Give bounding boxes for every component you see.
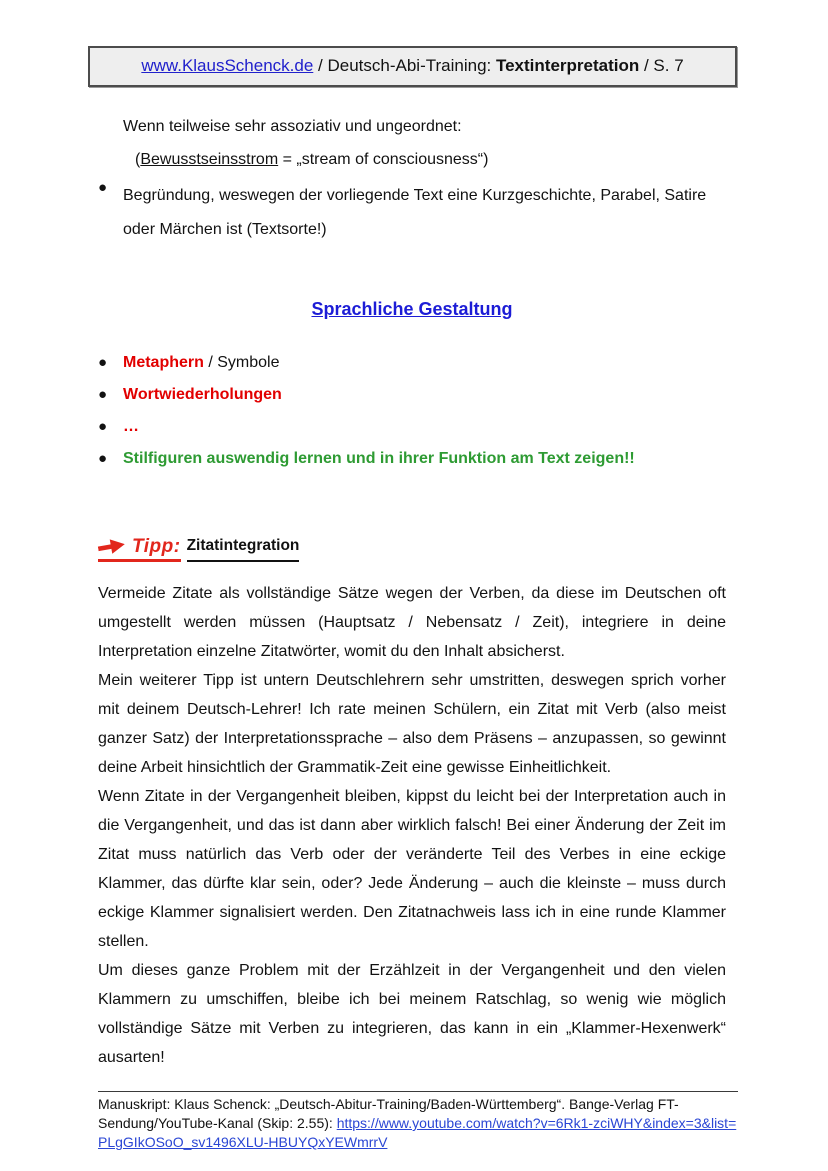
header-page-number: / S. 7	[639, 56, 684, 75]
tip-label: Tipp:	[132, 536, 181, 557]
body-paragraph: Wenn Zitate in der Vergangenheit bleiben, kippst du leicht bei der Interpretation auch in die Vergangenheit, und das ist dann aber wirklich falsch! Bei einer Änderung der Zeit im Zitat muss natürlich das Verb oder der veränderte Teil des Verbes in eine eckige Klammer, das dürfte klar sein, oder? Jede Änderung – auch die kleinste – muss durch eckige Klammer signalisiert werden. Den Zitatnachweis lass ich in eine runde Klammer stellen.	[98, 788, 726, 950]
tip-label-group	[98, 537, 181, 562]
list-item	[98, 411, 726, 443]
list-item	[98, 379, 726, 411]
page-header	[88, 46, 737, 87]
emphasis-red: …	[123, 418, 139, 435]
website-link[interactable]: www.KlausSchenck.de	[141, 56, 314, 75]
intro-line-parenthetical	[135, 143, 726, 176]
list-item-text	[123, 347, 280, 379]
bullet-icon: ●	[98, 450, 108, 467]
footer-citation: Manuskript: Klaus Schenck: „Deutsch-Abitur-Training/Baden-Württemberg“. Bange-Verlag FT-Sendung/YouTube-Kanal (Skip: 2.55):	[98, 1096, 679, 1131]
footer-divider	[98, 1091, 738, 1092]
body-paragraph: Mein weiterer Tipp ist untern Deutschlehrern sehr umstritten, deswegen sprich vorher mit deinem Deutsch-Lehrer! Ich rate meinen Schülern, ein Zitat mit Verb (also meist ganzer Satz) der Interpretationssprache – also dem Präsens – anzupassen, so gewinnt deine Arbeit hinsichtlich der Grammatik-Zeit eine gewisse Einheitlichkeit.	[98, 672, 726, 776]
underlined-term: Bewusstseinsstrom	[140, 151, 279, 168]
list-item-text: Begründung, weswegen der vorliegende Text eine Kurzgeschichte, Parabel, Satire oder Märchen ist (Textsorte!)	[123, 187, 707, 238]
intro-line: Wenn teilweise sehr assoziativ und ungeordnet:	[123, 118, 462, 135]
emphasis-green: Stilfiguren auswendig lernen und in ihrer Funktion am Text zeigen!!	[123, 450, 635, 467]
paragraph-block	[98, 579, 726, 1072]
emphasis-red: Metaphern	[123, 354, 204, 371]
footer-text	[98, 1095, 742, 1152]
intro-section	[98, 110, 726, 247]
youtube-link[interactable]: https://www.youtube.com/watch?v=6Rk1-zciWHY&index=3&list=PLgGIkOSoO_sv1496XLU-HBUYQxYEWmrrV	[98, 1115, 737, 1150]
tip-heading	[98, 537, 726, 562]
list-item	[98, 179, 726, 247]
header-title: Textinterpretation	[495, 56, 640, 75]
page-footer	[98, 1091, 737, 1152]
bullet-icon: ●	[98, 386, 108, 403]
header-separator: / Deutsch-Abi-Training:	[313, 56, 496, 75]
paren-rest: = „stream of consciousness“)	[278, 151, 489, 168]
bullet-icon: ●	[98, 354, 108, 371]
list-item	[98, 443, 726, 475]
paren-open: (	[135, 151, 141, 168]
body-paragraph: Vermeide Zitate als vollständige Sätze wegen der Verben, da diese im Deutschen oft umgestellt werden müssen (Hauptsatz / Nebensatz / Zeit), integriere in deine Interpretation einzelne Zitatwörter, womit du den Inhalt absicherst.	[98, 585, 726, 660]
section-heading: Sprachliche Gestaltung	[311, 299, 513, 319]
arrow-right-icon	[97, 535, 127, 558]
emphasis-red: Wortwiederholungen	[123, 386, 282, 403]
tip-title: Zitatintegration	[187, 538, 300, 563]
bullet-icon: ●	[98, 179, 108, 196]
list-item-text-rest: / Symbole	[203, 354, 280, 371]
bullet-icon: ●	[98, 418, 108, 435]
style-list	[98, 347, 726, 475]
document-body	[98, 110, 737, 1152]
list-item	[98, 347, 726, 379]
body-paragraph: Um dieses ganze Problem mit der Erzählzeit in der Vergangenheit und den vielen Klammern zu umschiffen, bleibe ich bei meinem Ratschlag, so wenig wie möglich vollständige Sätze mit Verben zu integrieren, das kann in ein „Klammer-Hexenwerk“ ausarten!	[98, 962, 726, 1066]
